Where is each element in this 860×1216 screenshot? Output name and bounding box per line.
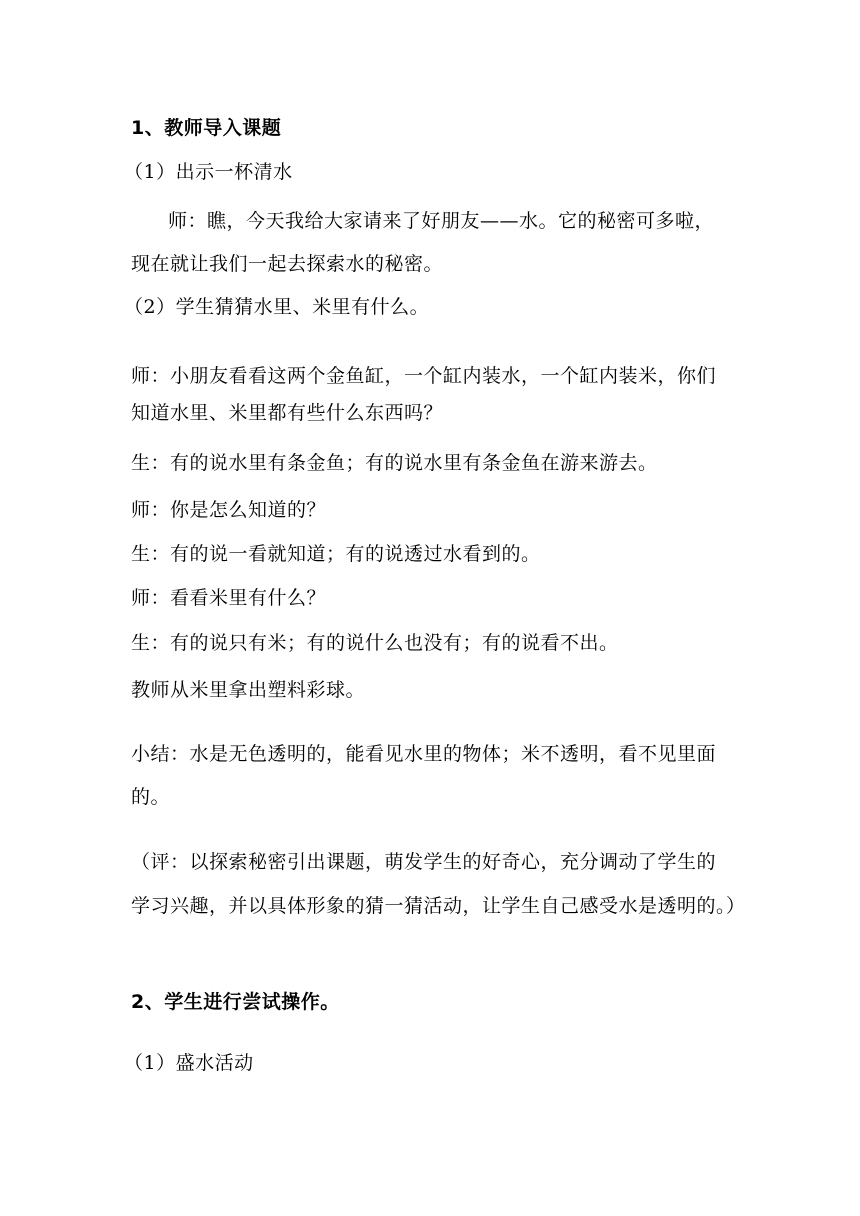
summary-line: 的。 <box>131 786 171 808</box>
section-heading-2: 2、学生进行尝试操作。 <box>131 991 340 1013</box>
dialogue-line: 生：有的说水里有条金鱼；有的说水里有条金鱼在游来游去。 <box>131 452 658 474</box>
dialogue-line: 师：你是怎么知道的？ <box>131 499 327 521</box>
subheading-guess: （2）学生猜猜水里、米里有什么。 <box>124 296 430 318</box>
comment-line: （评：以探索秘密引出课题，萌发学生的好奇心，充分调动了学生的 <box>131 851 717 873</box>
section-heading-1: 1、教师导入课题 <box>131 117 282 139</box>
subheading-show-water: （1）出示一杯清水 <box>124 161 293 183</box>
summary-line: 小结：水是无色透明的，能看见水里的物体；米不透明，看不见里面 <box>131 743 717 765</box>
paragraph-line: 师：瞧，今天我给大家请来了好朋友——水。它的秘密可多啦， <box>168 210 715 232</box>
dialogue-line: 生：有的说一看就知道；有的说透过水看到的。 <box>131 543 541 565</box>
comment-line: 学习兴趣，并以具体形象的猜一猜活动，让学生自己感受水是透明的。） <box>131 895 746 917</box>
dialogue-line: 知道水里、米里都有些什么东西吗？ <box>131 402 444 424</box>
dialogue-line: 生：有的说只有米；有的说什么也没有；有的说看不出。 <box>131 632 619 654</box>
dialogue-line: 教师从米里拿出塑料彩球。 <box>131 679 366 701</box>
dialogue-line: 师：看看米里有什么？ <box>131 587 327 609</box>
paragraph-line: 现在就让我们一起去探索水的秘密。 <box>131 253 444 275</box>
dialogue-line: 师：小朋友看看这两个金鱼缸，一个缸内装水，一个缸内装米，你们 <box>131 365 717 387</box>
subheading-pour-water: （1）盛水活动 <box>124 1052 254 1074</box>
